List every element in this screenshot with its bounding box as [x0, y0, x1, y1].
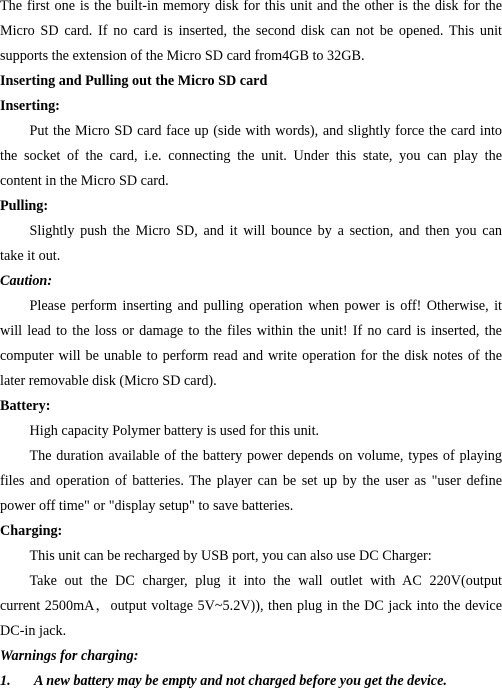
- battery-heading: Battery:: [0, 398, 51, 414]
- charging-line-3: current 2500mA，output voltage 5V~5.2V)), then plug in the DC jack into the device: [0, 598, 502, 614]
- warnings-heading: Warnings for charging:: [0, 648, 139, 664]
- charging-line-1: This unit can be recharged by USB port, you can also use DC Charger:: [29, 548, 432, 564]
- charging-line-4: DC-in jack.: [0, 623, 67, 639]
- pulling-line-1: Slightly push the Micro SD, and it will bounce by a section, and then you can: [29, 223, 502, 239]
- warning-item-number: 1.: [0, 673, 11, 689]
- battery-line-1: High capacity Polymer battery is used for this unit.: [29, 423, 320, 439]
- pulling-heading: Pulling:: [0, 198, 49, 214]
- inserting-line-3: content in the Micro SD card.: [0, 173, 169, 189]
- caution-line-1: Please perform inserting and pulling operation when power is off! Otherwise, it: [29, 298, 502, 314]
- battery-line-2: The duration available of the battery power depends on volume, types of playing: [29, 448, 502, 464]
- intro-line-2: Micro SD card. If no card is inserted, the second disk can not be opened. This unit: [0, 23, 502, 39]
- inserting-line-1: Put the Micro SD card face up (side with words), and slightly force the card into: [29, 123, 502, 139]
- charging-line-2: Take out the DC charger, plug it into the wall outlet with AC 220V(output: [29, 573, 502, 589]
- intro-line-3: supports the extension of the Micro SD card from4GB to 32GB.: [0, 48, 365, 64]
- warning-item-text: A new battery may be empty and not charged before you get the device.: [34, 673, 447, 689]
- caution-heading: Caution:: [0, 273, 53, 289]
- caution-line-3: computer will be unable to perform read and write operation for the disk notes of the: [0, 348, 502, 364]
- charging-heading: Charging:: [0, 523, 63, 539]
- intro-line-1: The first one is the built-in memory disk for this unit and the other is the disk for the: [0, 0, 502, 14]
- caution-line-2: will lead to the loss or damage to the files within the unit! If no card is inserted, the: [0, 323, 502, 339]
- battery-line-4: power off time" or "display setup" to save batteries.: [0, 498, 294, 514]
- pulling-line-2: take it out.: [0, 248, 61, 264]
- battery-line-3: files and operation of batteries. The player can be set up by the user as "user define: [0, 473, 502, 489]
- inserting-heading: Inserting:: [0, 98, 60, 114]
- micro-sd-heading: Inserting and Pulling out the Micro SD card: [0, 73, 268, 89]
- warning-item: [0, 672, 502, 690]
- inserting-line-2: the socket of the card, i.e. connecting the unit. Under this state, you can play the: [0, 148, 502, 164]
- caution-line-4: later removable disk (Micro SD card).: [0, 373, 217, 389]
